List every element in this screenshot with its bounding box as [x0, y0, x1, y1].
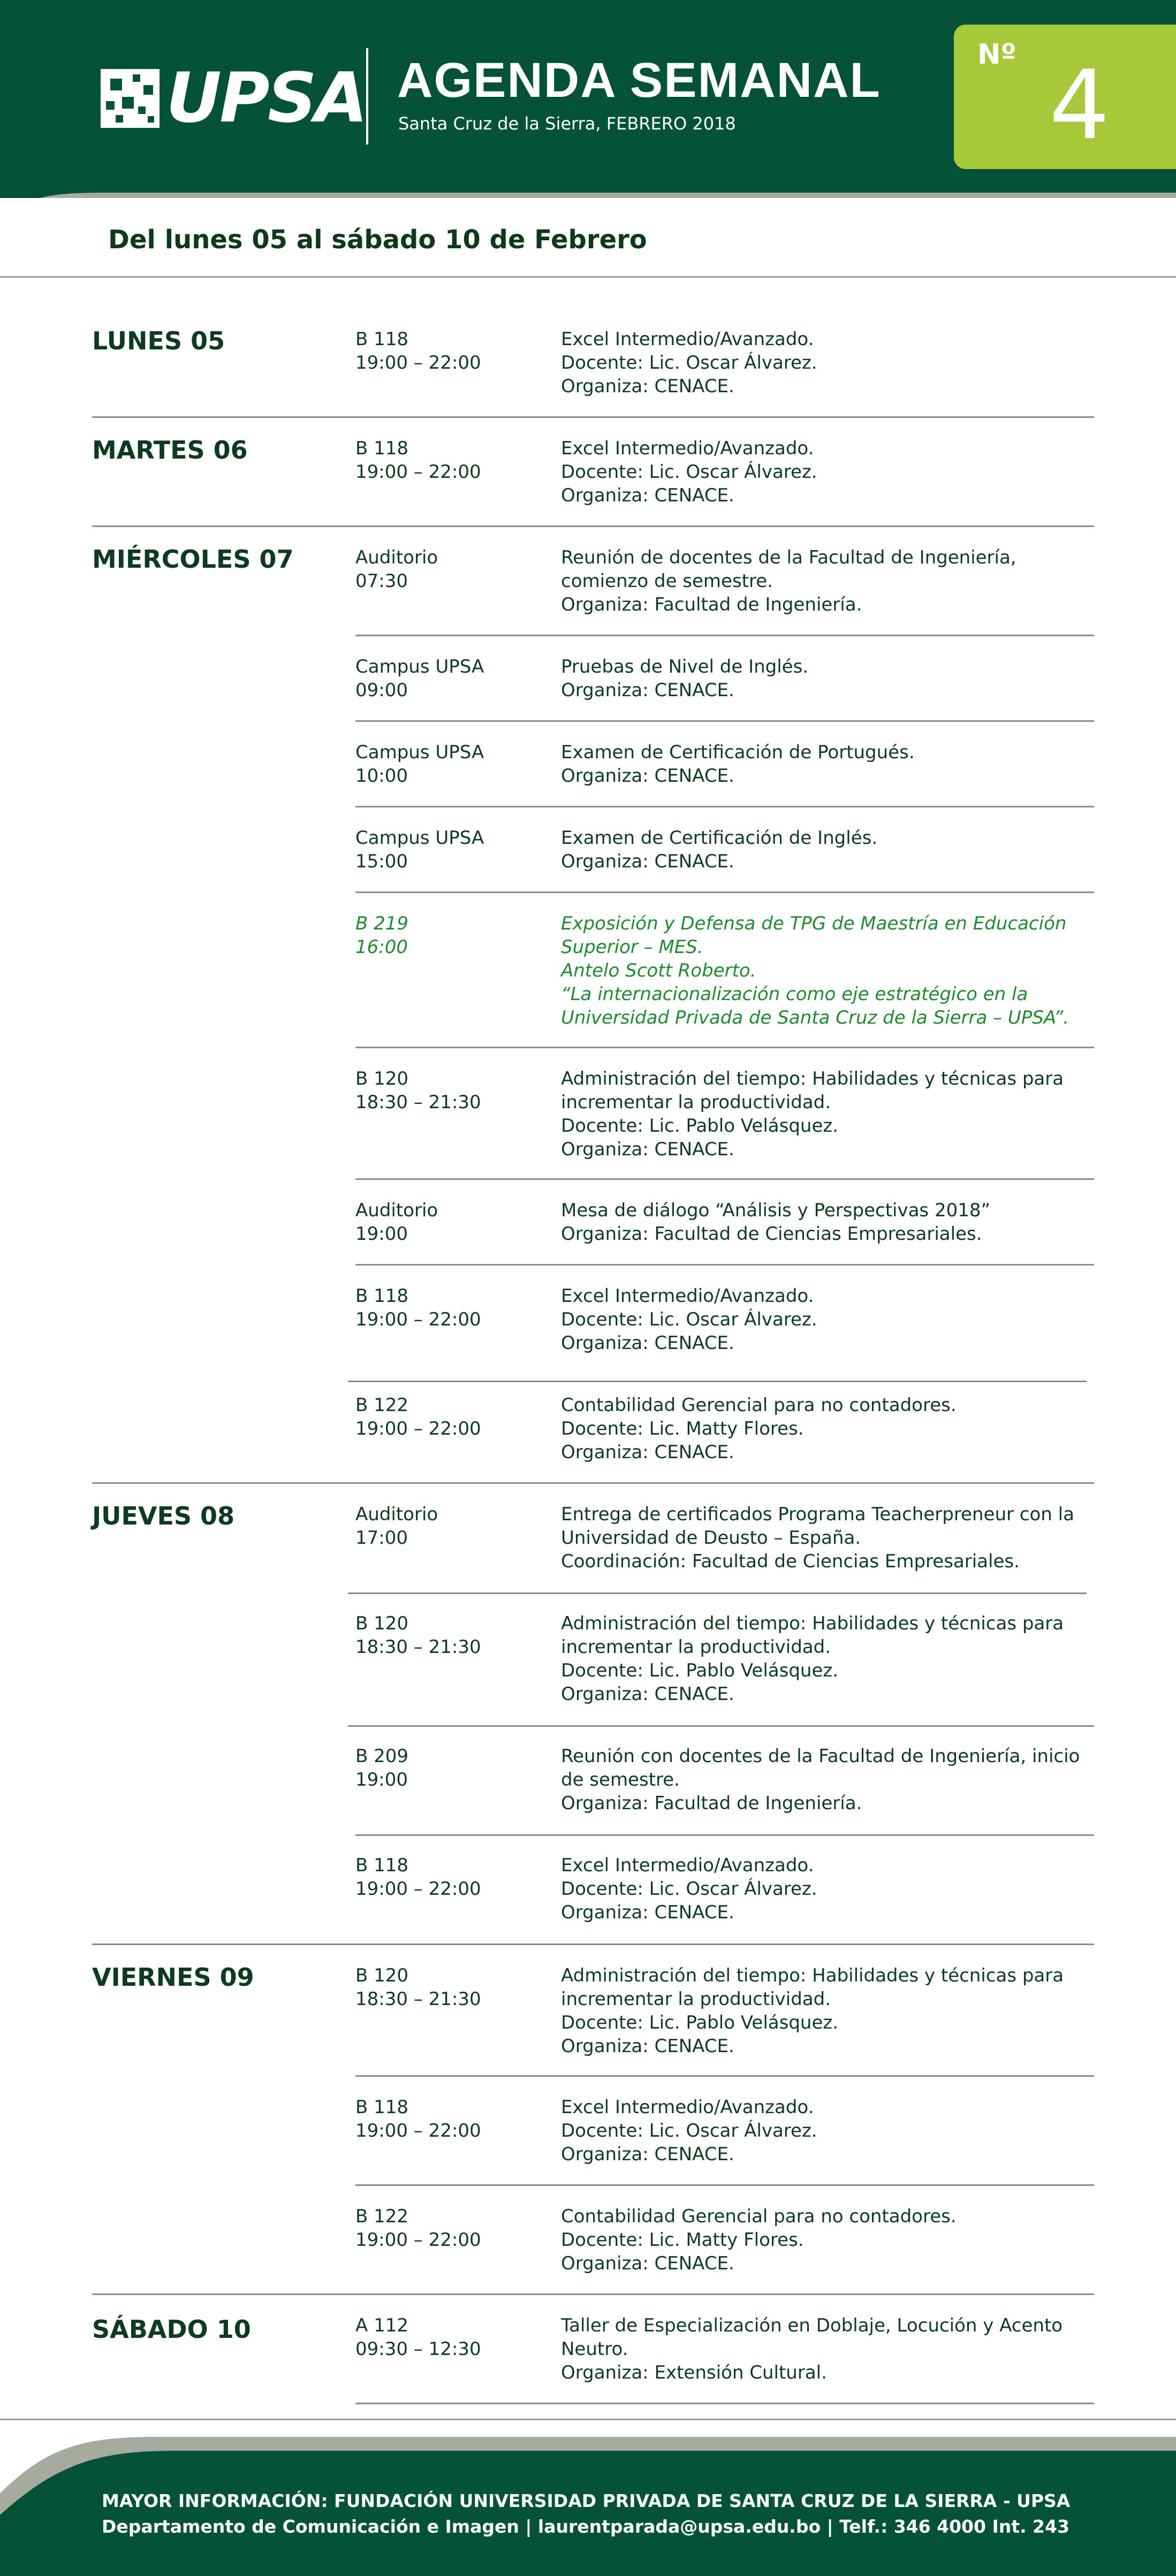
- event-description: Reunión con docentes de la Facultad de Ingeniería, inicio de semestre. Organiza: Facultad de Ingeniería.: [561, 1746, 1080, 1814]
- footer-info: MAYOR INFORMACIÓN: FUNDACIÓN UNIVERSIDAD PRIVADA DE SANTA CRUZ DE LA SIERRA - UPSA: [102, 2490, 1071, 2511]
- divider: [0, 276, 1176, 278]
- event-place-time: B 118 19:00 – 22:00: [355, 438, 481, 483]
- row-divider: [348, 1381, 1087, 1382]
- issue-number-badge: [954, 25, 1176, 169]
- event-place-time: B 118 19:00 – 22:00: [355, 1285, 481, 1330]
- row-divider: [355, 806, 1094, 807]
- event-place-time: B 122 19:00 – 22:00: [355, 1394, 481, 1439]
- day-label: MARTES 06: [92, 436, 248, 464]
- event-description: Administración del tiempo: Habilidades y técnicas para incrementar la productividad. Docente: Lic. Pablo Velásquez. Organiza: CENACE.: [561, 1068, 1064, 1160]
- event-place-time: B 118 19:00 – 22:00: [355, 329, 481, 374]
- event-place-time: Campus UPSA 09:00: [355, 656, 484, 701]
- event-description: Administración del tiempo: Habilidades y técnicas para incrementar la productividad. Docente: Lic. Pablo Velásquez. Organiza: CENACE.: [561, 1613, 1064, 1705]
- event-place-time: A 112 09:30 – 12:30: [355, 2315, 481, 2360]
- event-description: Entrega de certificados Programa Teacherpreneur con la Universidad de Deusto – España. Coordinación: Facultad de Ciencias Empresariales.: [561, 1504, 1074, 1572]
- event-description: Excel Intermedio/Avanzado. Docente: Lic. Oscar Álvarez. Organiza: CENACE.: [561, 438, 817, 506]
- event-description: Administración del tiempo: Habilidades y técnicas para incrementar la productividad. Docente: Lic. Pablo Velásquez. Organiza: CENACE.: [561, 1965, 1064, 2057]
- upsa-logo: [101, 58, 366, 138]
- row-divider: [355, 1834, 1094, 1836]
- row-divider: [355, 2184, 1094, 2186]
- row-divider: [355, 2075, 1094, 2077]
- event-description: Excel Intermedio/Avanzado. Docente: Lic. Oscar Álvarez. Organiza: CENACE.: [561, 329, 817, 397]
- footer-contact: Departamento de Comunicación e Imagen | laurentparada@upsa.edu.bo | Telf.: 346 4000 Int. 243: [102, 2516, 1069, 2537]
- event-description: Taller de Especialización en Doblaje, Locución y Acento Neutro. Organiza: Extensión Cultural.: [561, 2315, 1063, 2383]
- day-divider: [92, 525, 1094, 527]
- event-description: Excel Intermedio/Avanzado. Docente: Lic. Oscar Álvarez. Organiza: CENACE.: [561, 2097, 817, 2165]
- row-divider: [355, 1264, 1094, 1266]
- event-place-time: B 118 19:00 – 22:00: [355, 2097, 481, 2141]
- day-label: JUEVES 08: [92, 1502, 235, 1530]
- row-divider: [355, 1178, 1094, 1180]
- page-title: AGENDA SEMANAL: [397, 53, 881, 108]
- event-place-time: B 120 18:30 – 21:30: [355, 1965, 481, 2010]
- footer-rule: [0, 2419, 1176, 2420]
- day-label: LUNES 05: [92, 326, 225, 355]
- day-divider: [92, 2293, 1094, 2295]
- event-place-time: B 120 18:30 – 21:30: [355, 1068, 481, 1113]
- event-place-time: B 122 19:00 – 22:00: [355, 2206, 481, 2251]
- row-divider: [355, 720, 1094, 722]
- row-divider: [348, 1725, 1094, 1727]
- event-description: Excel Intermedio/Avanzado. Docente: Lic. Oscar Álvarez. Organiza: CENACE.: [561, 1285, 817, 1354]
- day-label: SÁBADO 10: [92, 2315, 251, 2344]
- upsa-logo-icon: [101, 69, 160, 128]
- event-description: Examen de Certificación de Portugués. Organiza: CENACE.: [561, 742, 915, 787]
- event-description: Pruebas de Nivel de Inglés. Organiza: CENACE.: [561, 656, 809, 701]
- event-description: Excel Intermedio/Avanzado. Docente: Lic. Oscar Álvarez. Organiza: CENACE.: [561, 1855, 817, 1923]
- row-divider: [355, 416, 1094, 418]
- row-divider: [355, 2403, 1094, 2404]
- upsa-brand: UPSA: [166, 58, 366, 138]
- issue-number-label: Nº: [977, 39, 1016, 71]
- day-divider: [92, 416, 355, 418]
- day-label: MIÉRCOLES 07: [92, 545, 294, 574]
- day-divider: [92, 1944, 1094, 1945]
- event-place-time: B 120 18:30 – 21:30: [355, 1613, 481, 1658]
- row-divider: [355, 635, 1094, 636]
- event-place-time: B 209 19:00: [355, 1746, 409, 1790]
- event-place-time: Auditorio 07:30: [355, 547, 438, 592]
- day-divider: [92, 1482, 1094, 1484]
- event-description: Examen de Certificación de Inglés. Organiza: CENACE.: [561, 827, 878, 872]
- header-divider: [366, 48, 368, 144]
- issue-number-value: 4: [1049, 50, 1110, 161]
- row-divider: [348, 1592, 1087, 1594]
- week-range: Del lunes 05 al sábado 10 de Febrero: [108, 225, 647, 255]
- event-place-time-highlight: B 219 16:00: [355, 913, 409, 958]
- event-place-time: Campus UPSA 10:00: [355, 742, 484, 787]
- page-subtitle: Santa Cruz de la Sierra, FEBRERO 2018: [398, 113, 736, 134]
- event-place-time: Auditorio 17:00: [355, 1504, 438, 1549]
- event-place-time: Auditorio 19:00: [355, 1200, 438, 1245]
- event-description: Mesa de diálogo “Análisis y Perspectivas 2018” Organiza: Facultad de Ciencias Empresariales.: [561, 1200, 991, 1245]
- event-description-highlight: Exposición y Defensa de TPG de Maestría en Educación Superior – MES. Antelo Scott Roberto. “La internacionalización como eje estratégico en la Universidad Privada de Santa Cruz de la Sierra – UPSA”.: [561, 913, 1069, 1028]
- row-divider: [355, 1047, 1094, 1048]
- event-place-time: B 118 19:00 – 22:00: [355, 1855, 481, 1900]
- event-description: Contabilidad Gerencial para no contadores. Docente: Lic. Matty Flores. Organiza: CENACE.: [561, 2206, 957, 2274]
- event-description: Contabilidad Gerencial para no contadores. Docente: Lic. Matty Flores. Organiza: CENACE.: [561, 1394, 957, 1463]
- day-label: VIERNES 09: [92, 1963, 254, 1992]
- row-divider: [355, 891, 1094, 893]
- event-place-time: Campus UPSA 15:00: [355, 827, 484, 872]
- event-description: Reunión de docentes de la Facultad de Ingeniería, comienzo de semestre. Organiza: Facultad de Ingeniería.: [561, 547, 1016, 615]
